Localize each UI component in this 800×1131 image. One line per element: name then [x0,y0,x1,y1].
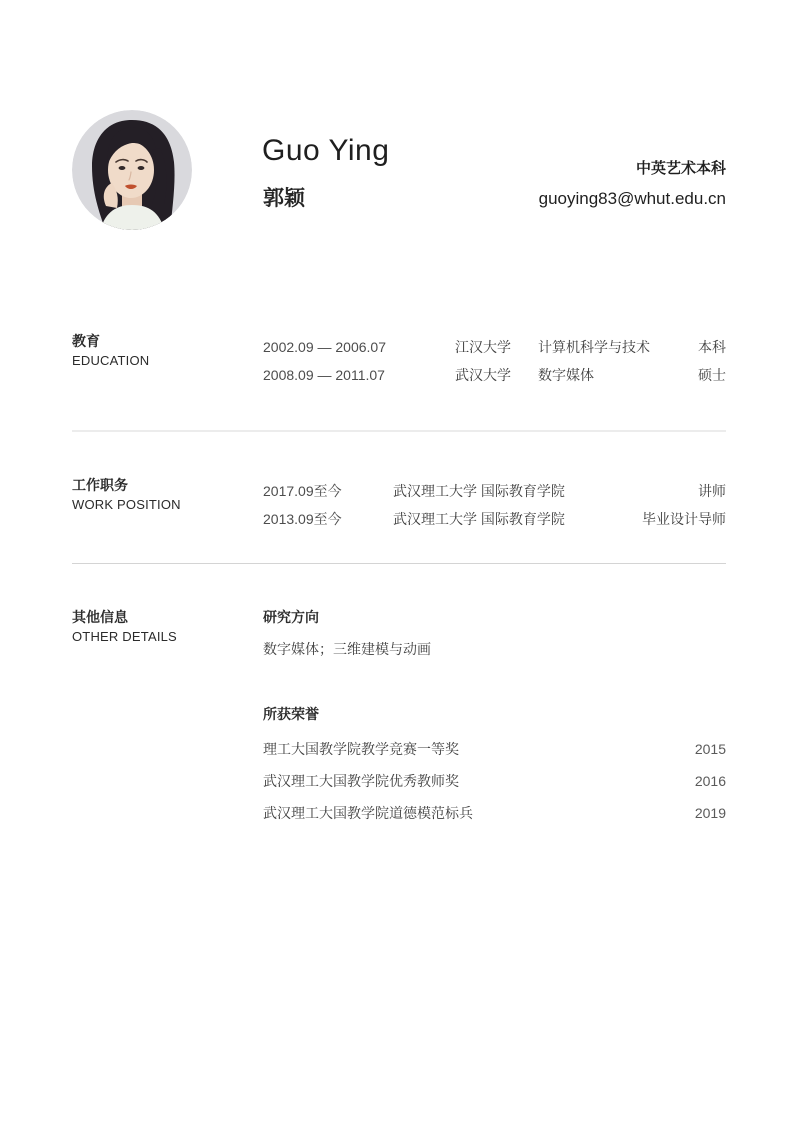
work-title: 毕业设计导师 [642,511,726,527]
work-period: 2013.09至今 [263,511,342,527]
education-label-en: EDUCATION [72,353,150,368]
research-heading: 研究方向 [263,609,319,625]
research-content: 数字媒体；三维建模与动画 [263,641,431,657]
honors-list [263,733,726,829]
education-degree: 硕士 [698,367,726,383]
honors-heading: 所获荣誉 [263,706,319,722]
honor-name: 武汉理工大国教学院道德模范标兵 [263,805,473,821]
honor-year: 2019 [694,805,726,821]
work-label-en: WORK POSITION [72,497,181,512]
other-label-zh: 其他信息 [72,609,128,625]
work-row [263,505,726,533]
honor-row [263,733,726,765]
other-body [263,609,726,829]
education-label [72,333,263,389]
honor-year: 2015 [694,741,726,757]
work-label [72,477,263,533]
section-other-details [72,609,726,829]
work-rows [263,477,726,533]
work-period: 2017.09至今 [263,483,342,499]
education-major: 计算机科学与技术 [538,339,650,355]
education-rows [263,333,726,389]
education-label-zh: 教育 [72,333,100,349]
work-row [263,477,726,505]
section-work-position [72,477,726,533]
education-school: 武汉大学 [455,367,511,383]
other-label-en: OTHER DETAILS [72,629,177,644]
header-contact-block [539,157,726,209]
education-school: 江汉大学 [455,339,511,355]
honor-name: 理工大国教学院教学竞赛一等奖 [263,741,459,757]
work-label-zh: 工作职务 [72,477,128,493]
honor-row [263,797,726,829]
education-major: 数字媒体 [538,367,594,383]
qualification-text: 中英艺术本科 [635,160,726,177]
other-label [72,609,263,829]
portrait-photo-illustration [72,110,192,230]
honor-row [263,765,726,797]
email-text: guoying83@whut.edu.cn [538,189,726,208]
education-period: 2008.09 — 2011.07 [263,367,385,383]
name-english: Guo Ying [262,134,390,167]
section-divider [72,563,726,564]
work-title: 讲师 [698,483,726,499]
portrait-photo [72,110,192,230]
work-organization: 武汉理工大学 国际教育学院 [393,511,565,527]
education-row [263,333,726,361]
name-chinese: 郭颖 [263,187,305,210]
education-period: 2002.09 — 2006.07 [263,339,386,355]
section-divider [72,430,726,432]
honor-year: 2016 [694,773,726,789]
education-row [263,361,726,389]
work-organization: 武汉理工大学 国际教育学院 [393,483,565,499]
section-education [72,333,726,389]
education-degree: 本科 [698,339,726,355]
honor-name: 武汉理工大国教学院优秀教师奖 [263,773,459,789]
